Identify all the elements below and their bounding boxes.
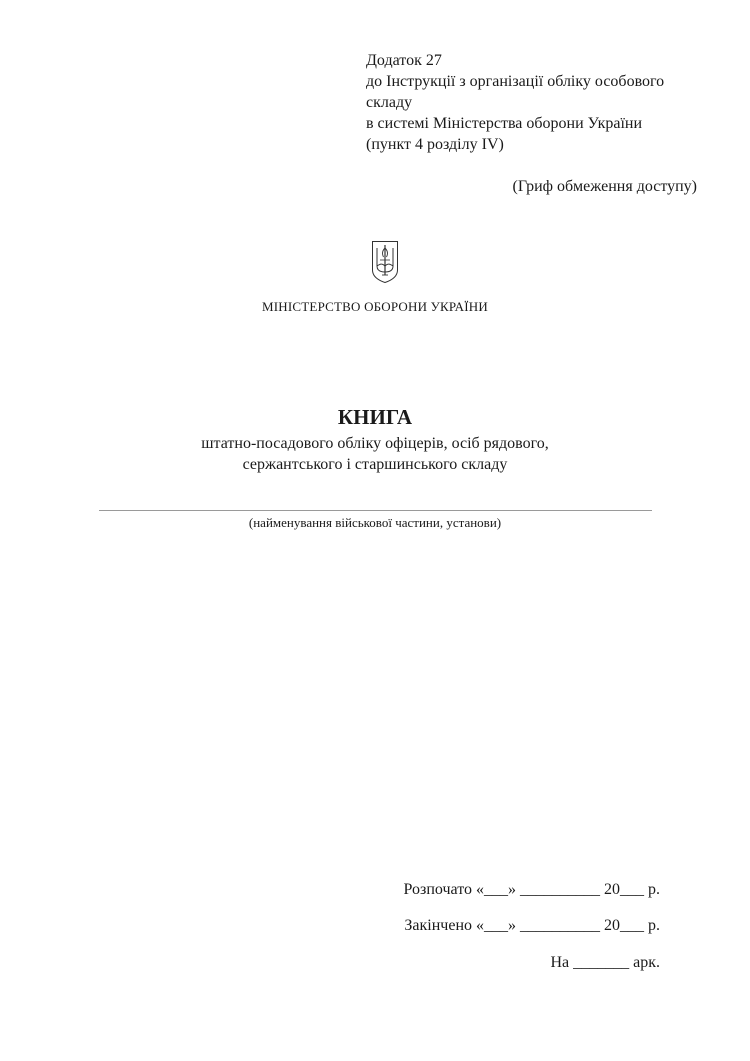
book-subtitle-line: сержантського і старшинського складу	[242, 456, 508, 473]
sheet-count-line: На _______ арк.	[550, 954, 660, 971]
trident-emblem-icon	[371, 240, 399, 284]
ministry-name: МІНІСТЕРСТВО ОБОРОНИ УКРАЇНИ	[262, 299, 488, 314]
annex-line: в системі Міністерства оборони України	[366, 115, 643, 132]
book-subtitle	[0, 433, 750, 475]
book-title: КНИГА	[337, 405, 413, 429]
annex-line: до Інструкції з організації обліку особового	[366, 73, 665, 90]
started-date-line: Розпочато «___» __________ 20___ р.	[403, 881, 660, 898]
book-subtitle-line: штатно-посадового обліку офіцерів, осіб рядового,	[201, 435, 549, 452]
annex-line: складу	[366, 94, 413, 111]
annex-line: (пункт 4 розділу IV)	[366, 136, 504, 153]
unit-name-caption: (найменування військової частини, установи)	[248, 515, 502, 530]
unit-name-blank-line	[99, 510, 652, 511]
finished-date-line: Закінчено «___» __________ 20___ р.	[404, 917, 660, 934]
access-restriction-stamp: (Гриф обмеження доступу)	[512, 178, 697, 195]
annex-line: Додаток 27	[366, 52, 442, 69]
annex-reference	[366, 50, 706, 155]
